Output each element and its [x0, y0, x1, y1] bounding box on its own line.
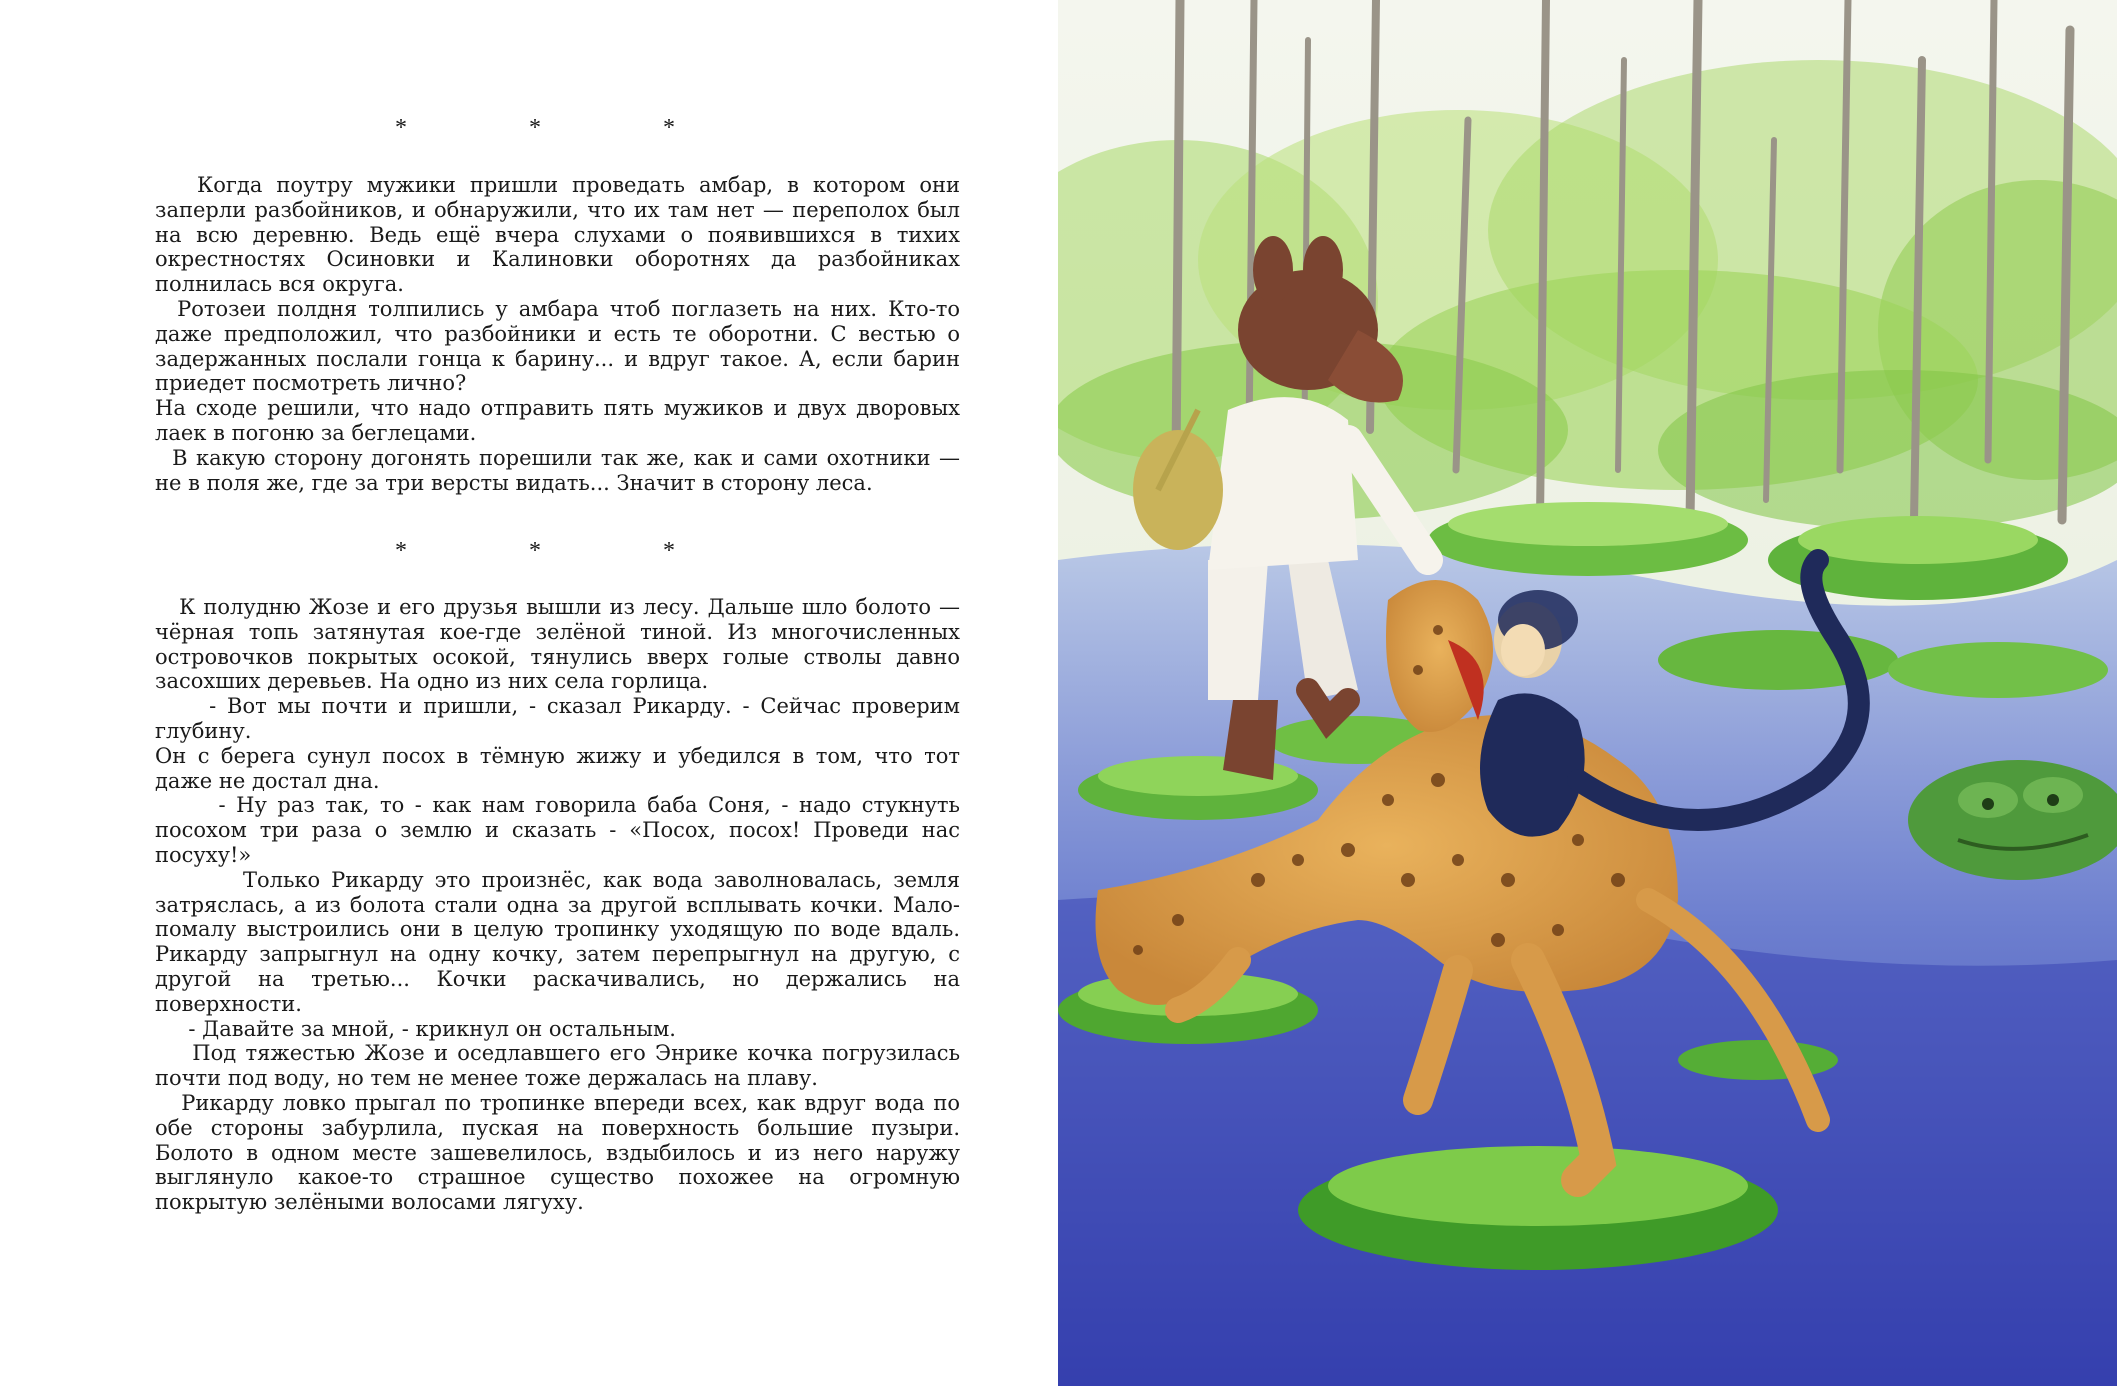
paragraph: На сходе решили, что надо отправить пять мужиков и двух дворовых лаек в погоню за беглецами.: [155, 396, 967, 445]
swamp-illustration: [1058, 0, 2117, 1386]
paragraph: Под тяжестью Жозе и оседлавшего его Энрике кочка погрузилась почти под воду, но тем не менее тоже держалась на плаву.: [155, 1041, 967, 1091]
paragraph: В какую сторону догонять порешили так же, как и сами охотники — не в поля же, где за три версты видать... Значит в сторону леса.: [155, 445, 967, 495]
separator-star: *: [529, 115, 541, 141]
separator-star: *: [395, 115, 407, 141]
separator-star: *: [663, 538, 675, 564]
section-separator-top: [395, 115, 675, 142]
paragraph: Он с берега сунул посох в тёмную жижу и убедился в том, что тот даже не достал дна.: [155, 743, 967, 793]
paragraph: Только Рикарду это произнёс, как вода заволновалась, земля затряслась, а из болота стали одна за другой всплывать кочки. Мало-помалу выстроились они в целую тропинку уходящую по воде вдаль. Рикарду запрыгнул на одну кочку, затем перепрыгнул на другую, с другой на третью... Кочки раскачивались, но держались на поверхности.: [155, 867, 967, 1016]
paragraph: Когда поутру мужики пришли проведать амбар, в котором они заперли разбойников, и обнаружили, что их там нет — переполох был на всю деревню. Ведь ещё вчера слухами о появившихся в тихих окрестностях Осиновки и Калиновки оборотнях да разбойниках полнилась вся округа.: [155, 173, 967, 297]
paragraph: - Давайте за мной, - крикнул он остальным.: [155, 1016, 676, 1041]
separator-star: *: [663, 115, 675, 141]
section-2-text: [155, 595, 967, 1215]
paragraph: - Ну раз так, то - как нам говорила баба Соня, - надо стукнуть посохом три раза о землю и сказать - «Посох, посох! Проведи нас посуху!»: [155, 793, 967, 867]
text-page: [0, 0, 1058, 1386]
paragraph: Рикарду ловко прыгал по тропинке впереди всех, как вдруг вода по обе стороны забурлила, пуская на поверхность большие пузыри. Болото в одном месте зашевелилось, вздыбилось и из него наружу выглянуло какое-то страшное существо похожее на огромную покрытую зелёными волосами лягуху.: [155, 1090, 967, 1215]
paragraph: Ротозеи полдня толпились у амбара чтоб поглазеть на них. Кто-то даже предположил, что разбойники и есть те оборотни. С вестью о задержанных послали гонца к барину... и вдруг такое. А, если барин приедет посмотреть лично?: [155, 296, 967, 396]
separator-star: *: [395, 538, 407, 564]
separator-star: *: [529, 538, 541, 564]
section-1-text: [155, 173, 967, 495]
paragraph: К полудню Жозе и его друзья вышли из лесу. Дальше шло болото — чёрная топь затянутая кое-где зелёной тиной. Из многочисленных островочков покрытых осокой, тянулись вверх голые стволы давно засохших деревьев. На одно из них села горлица.: [155, 595, 967, 694]
section-separator-middle: [395, 538, 675, 565]
paragraph: - Вот мы почти и пришли, - сказал Рикарду. - Сейчас проверим глубину.: [155, 694, 967, 743]
